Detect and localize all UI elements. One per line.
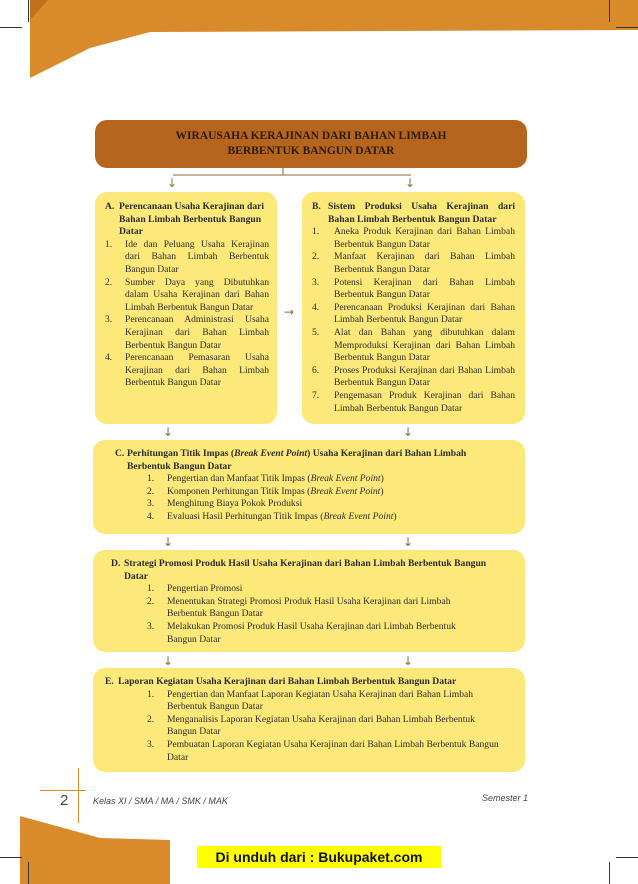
item-number: 1. (105, 238, 113, 250)
section-b-item (312, 226, 515, 251)
item-text: Pengertian dan Manfaat Titik Impas (Break Event Point) (167, 473, 384, 485)
section-c-heading: C. Perhitungan Titik Impas (Break Event Point) Usaha Kerajinan dari Bahan Limbah Berbentuk Bangun Datar (115, 448, 467, 472)
item-text: Menentukan Strategi Promosi Produk Hasil Usaha Kerajinan dari Limbah Berbentuk Bangun Datar (167, 595, 451, 620)
section-a-item (105, 352, 269, 390)
section-e-box (93, 668, 525, 772)
section-a-item (105, 239, 269, 277)
item-number: 2. (105, 276, 113, 288)
item-text: Potensi Kerajinan dari Bahan Limbah Berbentuk Bangun Datar (334, 276, 515, 301)
arrow-down-icon: ↓ (403, 425, 414, 439)
item-text: Perencanaan Pemasaran Usaha Kerajinan dari Bahan Limbah Berbentuk Bangun Datar (125, 352, 269, 389)
item-text: Pengertian Promosi (167, 583, 243, 595)
item-number: 6. (312, 364, 320, 376)
section-a-heading: A. Perencanaan Usaha Kerajinan dari Bahan Limbah Berbentuk Bangun Datar (105, 201, 265, 238)
arrow-down-icon: ↓ (405, 176, 416, 190)
item-number: 2. (147, 595, 155, 607)
concept-map-title (95, 120, 527, 168)
crop-mark (28, 862, 29, 884)
section-b-item (312, 277, 515, 302)
section-b-item (312, 327, 515, 365)
crop-mark (0, 857, 22, 858)
item-number: 4. (105, 352, 113, 364)
section-c-item (147, 486, 505, 499)
arrow-down-icon: ↓ (167, 176, 178, 190)
section-e-heading: E. Laporan Kegiatan Usaha Kerajinan dari Bahan Limbah Berbentuk Bangun Datar (105, 676, 457, 687)
section-b-item (312, 251, 515, 276)
item-number: 3. (147, 738, 155, 750)
arrow-down-icon: ↓ (403, 654, 414, 668)
item-number: 3. (147, 498, 155, 510)
item-number: 3. (147, 620, 155, 632)
page-number: 2 (60, 792, 69, 809)
arrow-down-icon: ↓ (163, 654, 174, 668)
item-text: Proses Produksi Kerajinan dari Bahan Limbah Berbentuk Bangun Datar (334, 364, 515, 389)
footer-divider-vertical (78, 768, 79, 823)
item-text: Pengertian dan Manfaat Laporan Kegiatan Usaha Kerajinan dari Bahan Limbah Berbentuk Bangun Datar (167, 688, 474, 713)
item-number: 1. (147, 688, 155, 700)
section-b-item (312, 302, 515, 327)
crop-mark (609, 862, 610, 884)
item-text: Alat dan Bahan yang dibutuhkan dalam Memproduksi Kerajinan dari Bahan Limbah Berbentuk Bangun Datar (334, 326, 515, 364)
crop-mark (616, 27, 638, 28)
arrow-down-icon: ↓ (403, 535, 414, 549)
crop-mark (609, 0, 610, 22)
section-d-item (147, 596, 487, 621)
item-text: Manfaat Kerajinan dari Bahan Limbah Berbentuk Bangun Datar (334, 251, 515, 275)
item-number: 2. (147, 713, 155, 725)
arrow-right-icon: → (284, 305, 295, 319)
bottom-banner-decoration (0, 800, 638, 884)
item-text: Menganalisis Laporan Kegiatan Usaha Kerajinan dari Bahan Limbah Berbentuk Bangun Datar (167, 713, 475, 738)
section-a-item (105, 277, 269, 315)
title-line-1: WIRAUSAHA KERAJINAN DARI BAHAN LIMBAH (175, 130, 447, 142)
footer-class-label: Kelas XI / SMA / MA / SMK / MAK (93, 796, 228, 806)
item-text: Evaluasi Hasil Perhitungan Titik Impas (Break Event Point) (167, 510, 397, 522)
footer-semester-label: Semester 1 (482, 793, 529, 803)
section-b-item (312, 390, 515, 415)
item-text: Sumber Daya yang Dibutuhkan dalam Usaha Kerajinan dari Bahan Limbah Berbentuk Bangun Datar (125, 276, 269, 313)
title-connector (160, 168, 430, 188)
section-e-item (147, 689, 501, 714)
section-e-item (147, 714, 501, 739)
item-text: Ide dan Peluang Usaha Kerajinan dari Bahan Limbah Berbentuk Bangun Datar (125, 238, 269, 275)
footer-divider-horizontal (40, 790, 86, 791)
item-number: 3. (105, 314, 113, 326)
section-d-heading: D. Strategi Promosi Produk Hasil Usaha Kerajinan dari Bahan Limbah Berbentuk Bangun Datar (111, 558, 487, 582)
section-a-item (105, 314, 269, 352)
section-c-item (147, 498, 505, 511)
section-d-item (147, 621, 487, 646)
section-d-box (93, 550, 525, 652)
item-number: 3. (312, 276, 320, 288)
section-c-item (147, 511, 505, 524)
section-b-box (302, 192, 525, 424)
section-a-box (95, 192, 277, 424)
arrow-down-icon: ↓ (163, 535, 174, 549)
item-number: 4. (147, 510, 155, 522)
section-d-item (147, 583, 487, 596)
item-text: Pembuatan Laporan Kegiatan Usaha Kerajinan dari Bahan Limbah Berbentuk Bangun Datar (167, 738, 499, 763)
item-number: 1. (312, 226, 320, 238)
section-c-box (93, 440, 525, 534)
crop-mark (28, 0, 29, 22)
item-text: Komponen Perhitungan Titik Impas (Break Event Point) (167, 485, 384, 497)
download-source-banner[interactable]: Di unduh dari : Bukupaket.com (197, 846, 441, 868)
item-text: Perencanaan Administrasi Usaha Kerajinan dari Bahan Limbah Berbentuk Bangun Datar (125, 314, 269, 351)
item-text: Menghitung Biaya Pokok Produksi (167, 498, 303, 510)
section-b-item (312, 365, 515, 390)
section-e-item (147, 739, 501, 764)
item-text: Pengemasan Produk Kerajinan dari Bahan Limbah Berbentuk Bangun Datar (334, 389, 515, 414)
crop-mark (616, 857, 638, 858)
crop-mark (0, 27, 22, 28)
title-line-2: BERBENTUK BANGUN DATAR (227, 145, 395, 157)
top-banner-decoration (0, 0, 638, 80)
item-number: 1. (147, 473, 155, 485)
item-number: 2. (147, 485, 155, 497)
item-number: 7. (312, 389, 320, 401)
item-text: Melakukan Promosi Produk Hasil Usaha Kerajinan dari Limbah Berbentuk Bangun Datar (167, 620, 456, 645)
item-number: 4. (312, 301, 320, 313)
section-b-heading: B. Sistem Produksi Usaha Kerajinan dari Bahan Limbah Berbentuk Bangun Datar (312, 201, 515, 225)
section-c-item (147, 473, 505, 486)
item-number: 1. (147, 583, 155, 595)
arrow-down-icon: ↓ (163, 425, 174, 439)
item-number: 5. (312, 326, 320, 338)
item-number: 2. (312, 251, 320, 263)
item-text: Aneka Produk Kerajinan dari Bahan Limbah Berbentuk Bangun Datar (334, 226, 515, 250)
item-text: Perencanaan Produksi Kerajinan dari Bahan Limbah Berbentuk Bangun Datar (334, 301, 515, 326)
